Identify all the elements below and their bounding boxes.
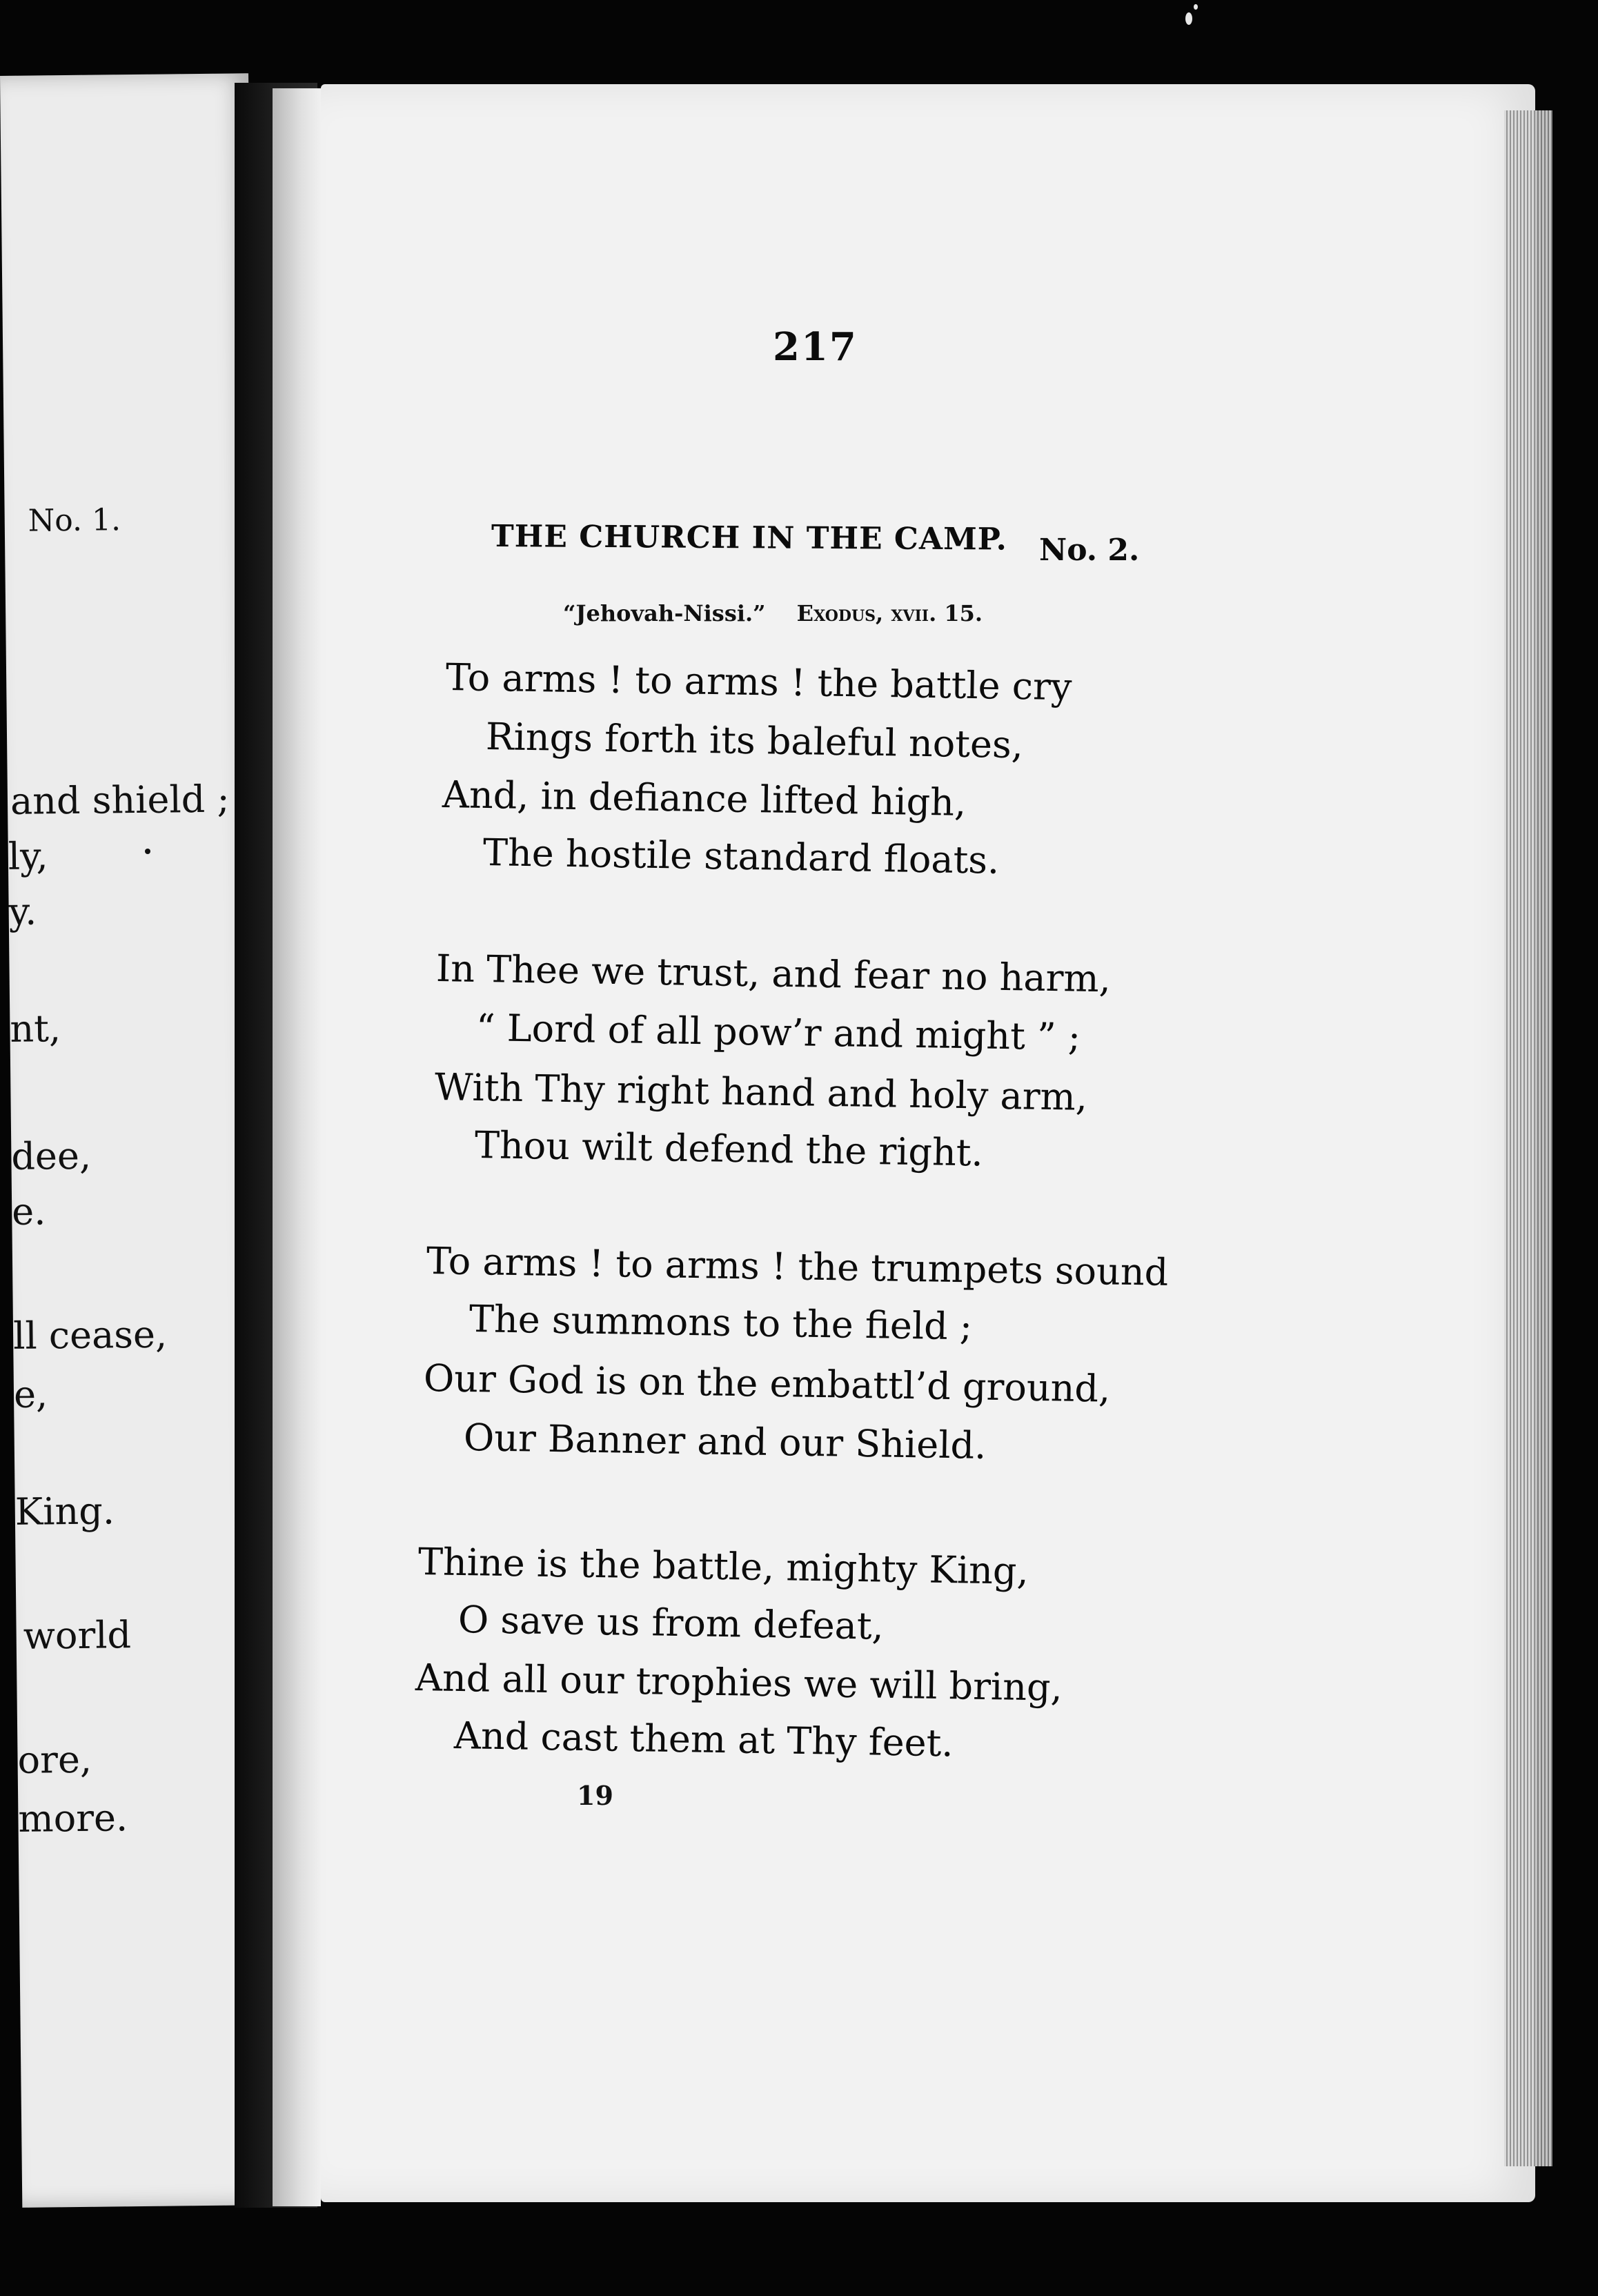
facing-page-fragment: world	[23, 1613, 132, 1658]
poem-line: Our God is on the embattl’d ground,	[423, 1356, 1111, 1411]
scan-speck	[1194, 4, 1198, 10]
poem-line: “ Lord of all pow’r and might ” ;	[475, 1006, 1081, 1059]
facing-page	[0, 73, 270, 2208]
poem-title: THE CHURCH IN THE CAMP.	[491, 519, 1008, 557]
poem-line: Thine is the battle, mighty King,	[417, 1540, 1029, 1593]
facing-page-heading: No. 1.	[28, 502, 121, 539]
facing-page-fragment: nt,	[10, 1007, 61, 1051]
facing-page-fragment: e,	[13, 1372, 48, 1416]
scan-speck	[1185, 12, 1192, 25]
epigraph-reference: Exodus, xvii. 15.	[796, 600, 983, 626]
poem-line: Thou wilt defend the right.	[474, 1123, 984, 1175]
facing-page-fragment: ly,	[8, 834, 48, 878]
poem-number: No. 2.	[1039, 533, 1140, 568]
facing-page-fragment: dee,	[11, 1134, 92, 1178]
facing-page-fragment: and shield ;	[10, 777, 230, 823]
poem-line: And all our trophies we will bring,	[415, 1656, 1063, 1710]
poem-line: Our Banner and our Shield.	[463, 1416, 987, 1467]
page-number: 217	[773, 324, 858, 370]
gutter-page-curl	[273, 88, 321, 2206]
signature-mark: 19	[577, 1780, 613, 1811]
poem-line: The hostile standard floats.	[482, 831, 1000, 882]
facing-page-fragment: e.	[11, 1189, 46, 1234]
facing-page-fragment: ll cease,	[12, 1312, 168, 1358]
scan-speck	[145, 849, 150, 854]
poem-line: Rings forth its baleful notes,	[485, 715, 1024, 767]
epigraph-quote: “Jehovah-Nissi.”	[563, 600, 766, 626]
facing-page-fragment: y.	[8, 889, 37, 933]
poem-line: And cast them at Thy feet.	[453, 1714, 954, 1765]
poem-line: With Thy right hand and holy arm,	[434, 1065, 1088, 1119]
facing-page-fragment: ore,	[17, 1737, 92, 1782]
page-edges	[1504, 110, 1552, 2166]
poem-line: To arms ! to arms ! the battle cry	[445, 655, 1072, 709]
poem-line: In Thee we trust, and fear no harm,	[435, 947, 1112, 1001]
facing-page-fragment: King.	[14, 1489, 115, 1534]
poem-line: The summons to the field ;	[468, 1297, 973, 1349]
facing-page-fragment: more.	[18, 1796, 128, 1841]
poem-line: To arms ! to arms ! the trumpets sound	[426, 1239, 1169, 1294]
poem-line: And, in defiance lifted high,	[442, 773, 967, 824]
poem-line: O save us from defeat,	[457, 1598, 885, 1648]
epigraph	[563, 600, 983, 626]
